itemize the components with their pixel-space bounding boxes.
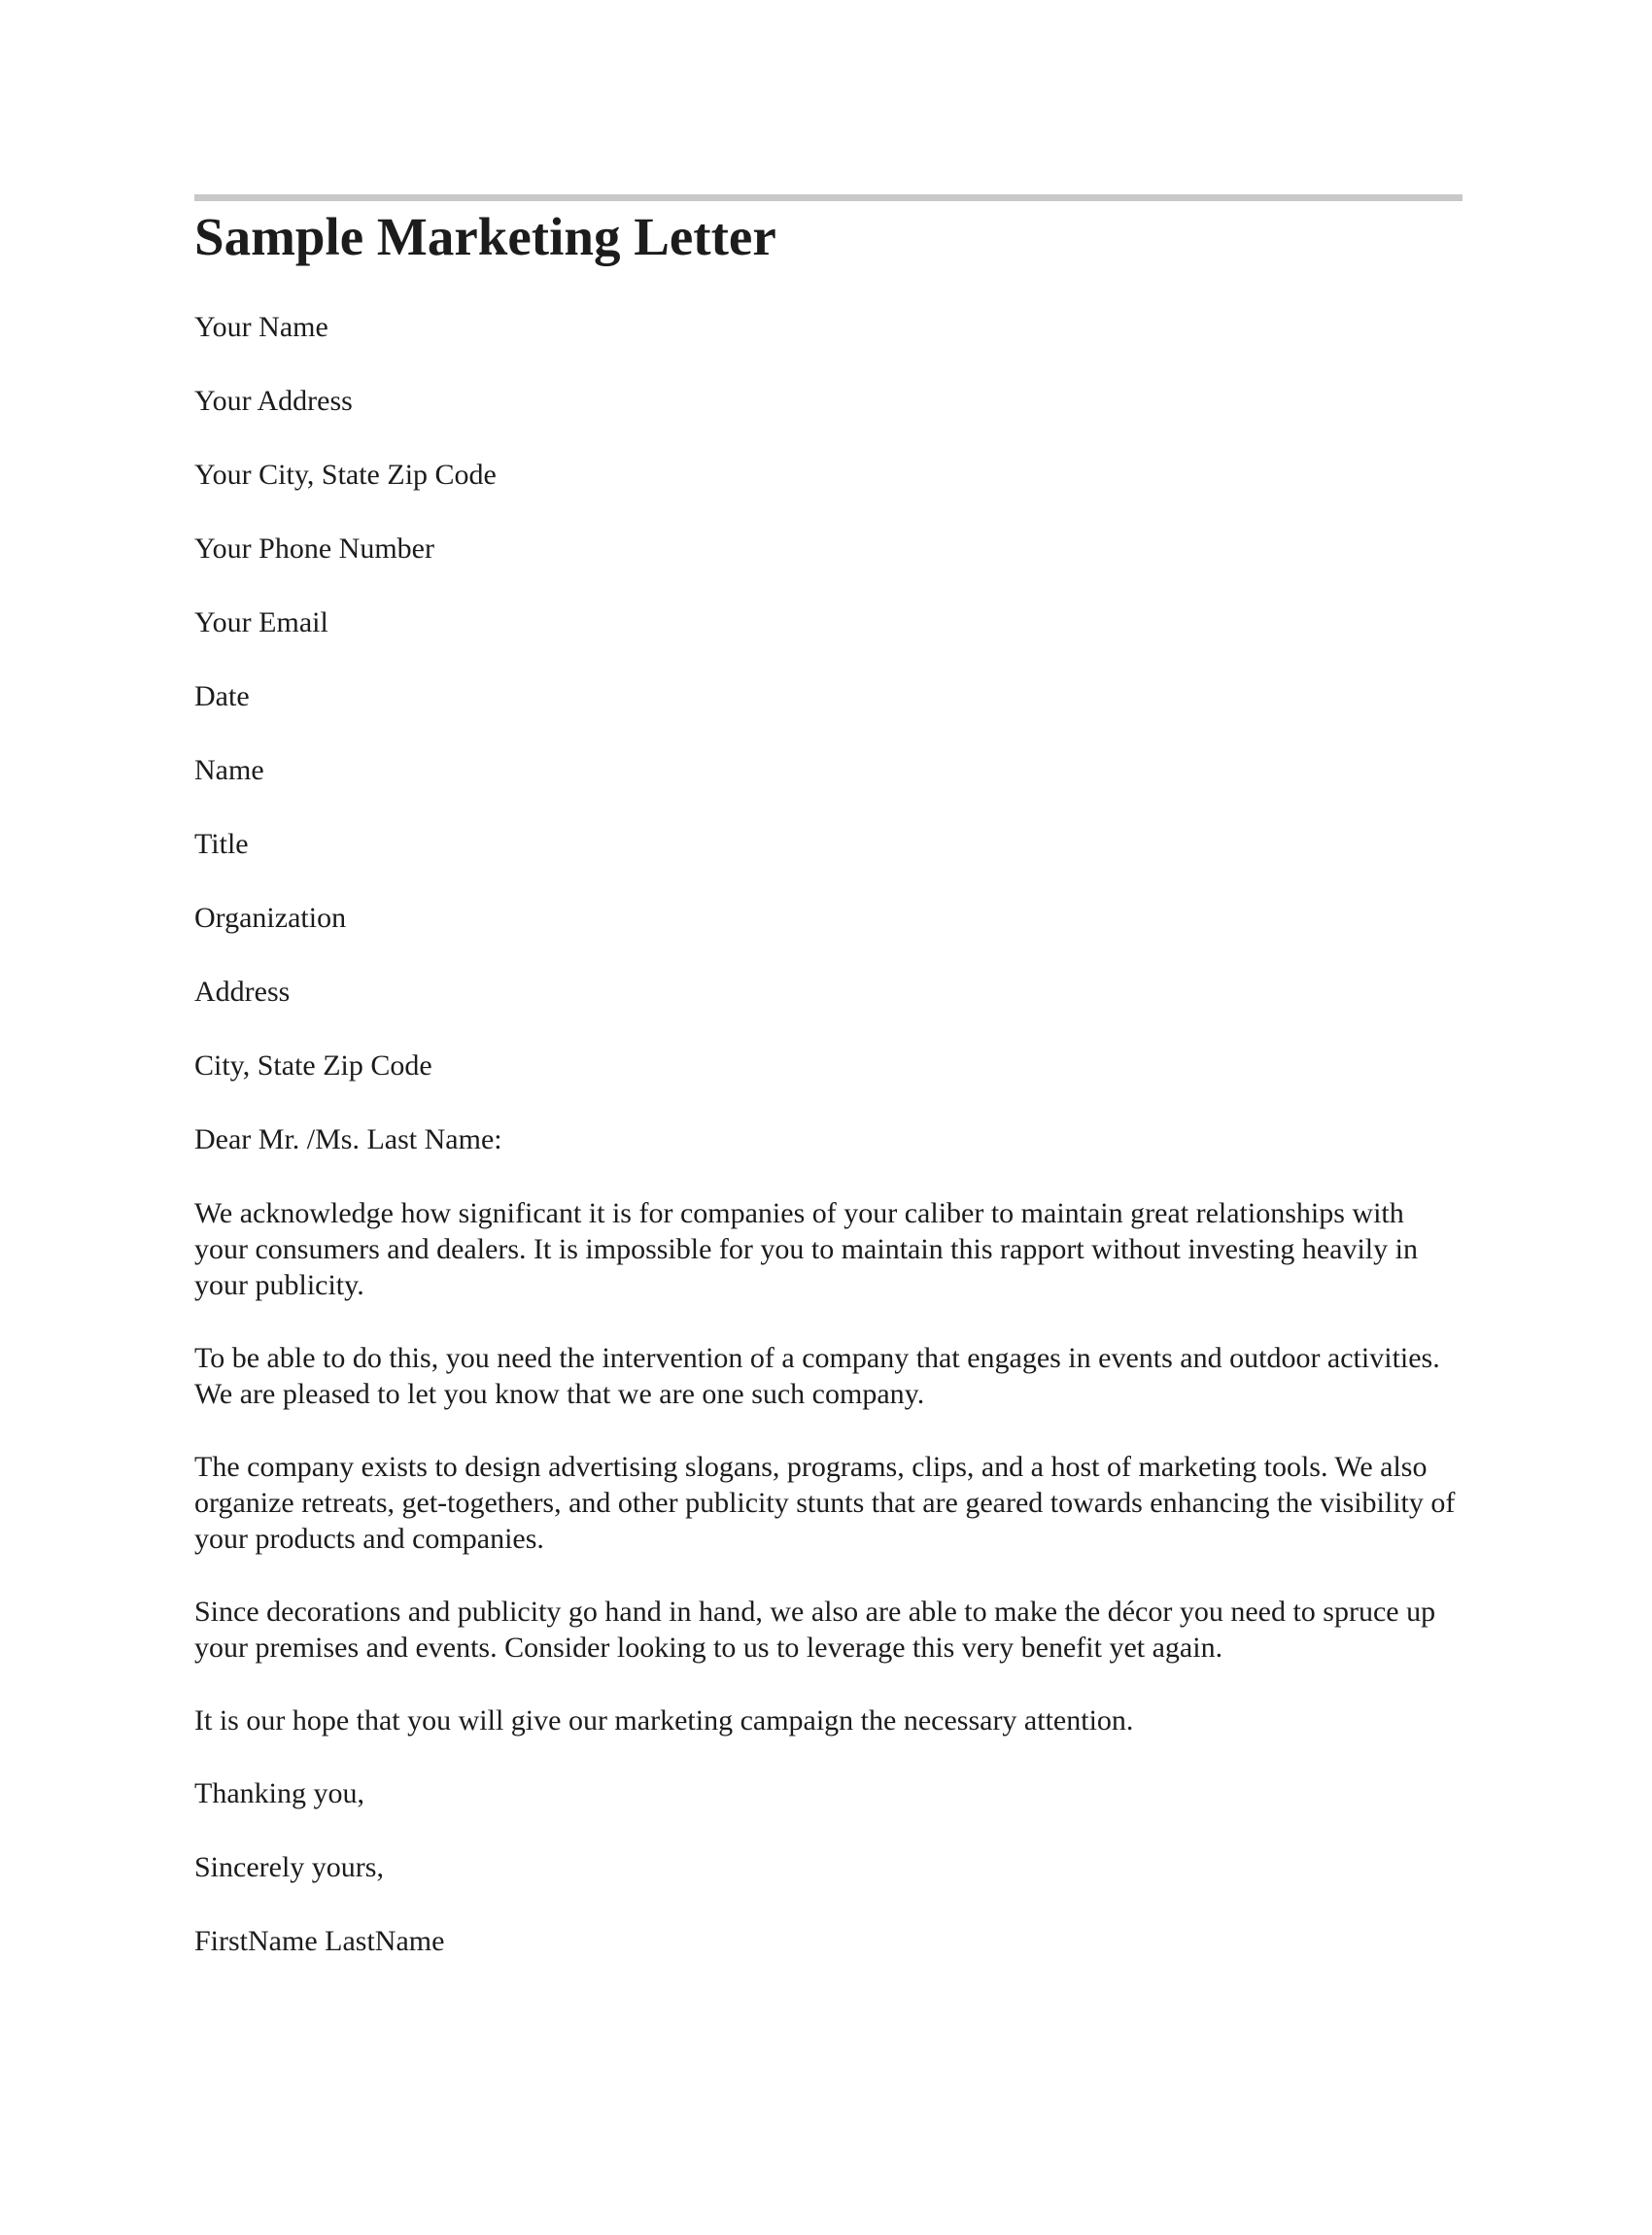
body-paragraph: We acknowledge how significant it is for companies of your caliber to maintain great relationships with your consumers and dealers. It is impossible for you to maintain this rapport without investing heavily in your publicity. (194, 1197, 1418, 1301)
top-divider (194, 194, 1463, 201)
closing: Sincerely yours, (194, 1851, 384, 1883)
recipient-title: Title (194, 828, 249, 860)
body-paragraph: To be able to do this, you need the intervention of a company that engages in events and outdoor activities. We are pleased to let you know that we are one such company. (194, 1342, 1440, 1410)
recipient-city-state-zip: City, State Zip Code (194, 1049, 432, 1082)
sender-phone: Your Phone Number (194, 533, 434, 565)
sender-email: Your Email (194, 606, 328, 638)
closing-thanks: Thanking you, (194, 1777, 364, 1809)
recipient-name: Name (194, 754, 264, 786)
body-paragraph: Since decorations and publicity go hand in hand, we also are able to make the décor you need to spruce up your premises and events. Consider looking to us to leverage this very benefit yet again. (194, 1596, 1436, 1664)
body-paragraph: The company exists to design advertising slogans, programs, clips, and a host of marketing tools. We also organize retreats, get-togethers, and other publicity stunts that are geared towards enhancing the visibility of your products and companies. (194, 1451, 1456, 1555)
body-paragraph: It is our hope that you will give our marketing campaign the necessary attention. (194, 1704, 1134, 1736)
page-title: Sample Marketing Letter (194, 207, 776, 266)
recipient-organization: Organization (194, 902, 347, 934)
recipient-address: Address (194, 976, 291, 1008)
sender-name: Your Name (194, 311, 328, 343)
sender-city-state-zip: Your City, State Zip Code (194, 459, 497, 491)
signature-name: FirstName LastName (194, 1925, 445, 1957)
salutation: Dear Mr. /Ms. Last Name: (194, 1123, 502, 1155)
letter-date: Date (194, 680, 250, 712)
letter-page (194, 194, 1463, 1960)
sender-address: Your Address (194, 385, 353, 417)
